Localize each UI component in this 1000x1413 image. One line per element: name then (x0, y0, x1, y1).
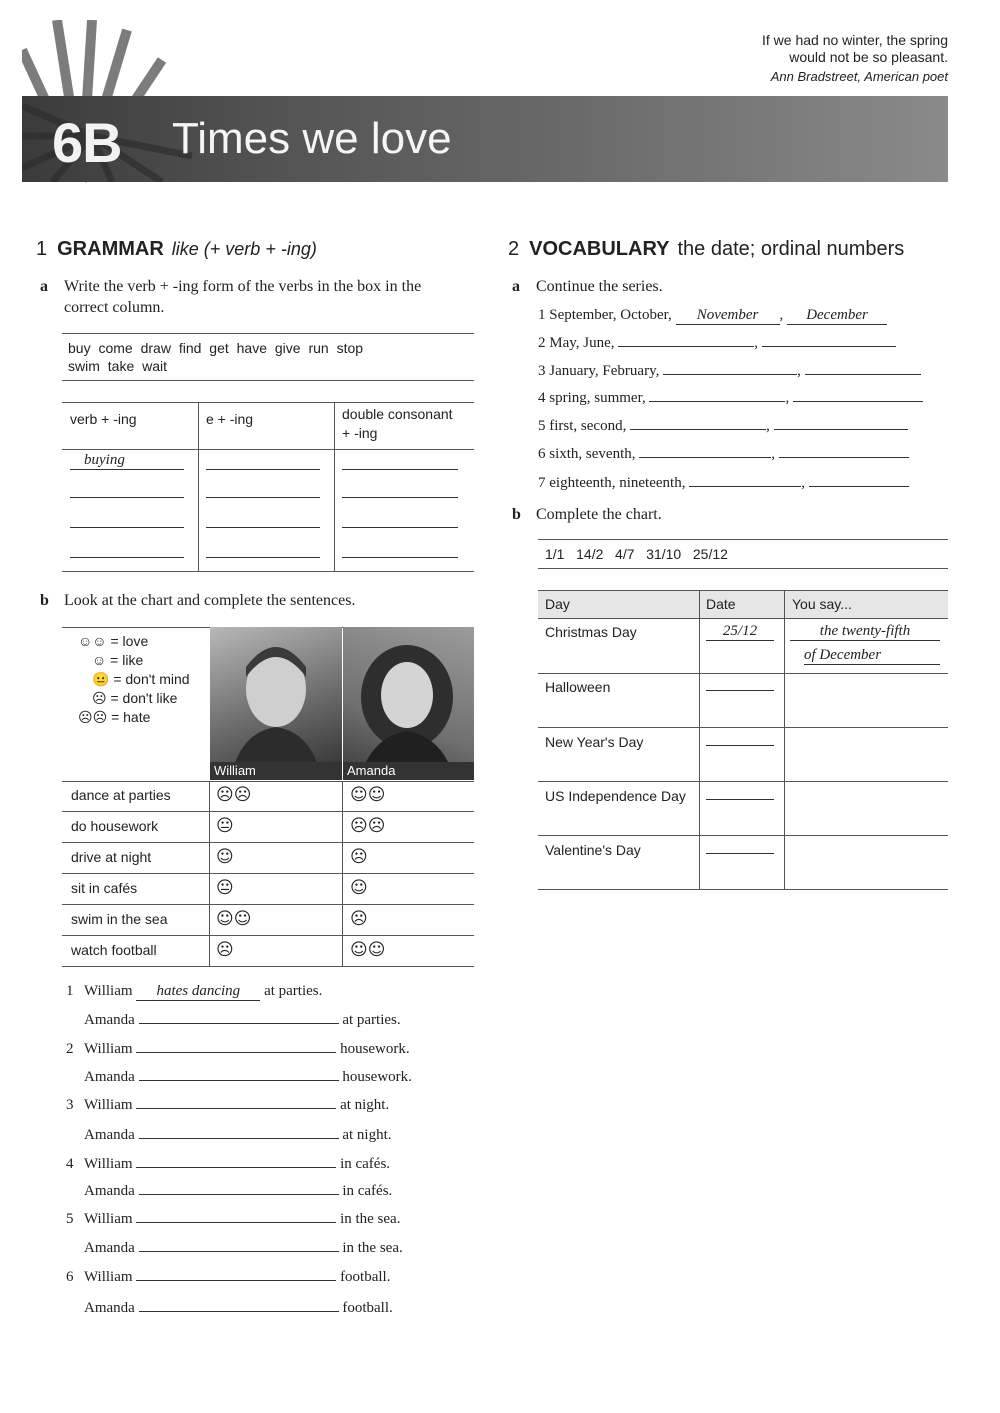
series-item: 7 eighteenth, nineteenth, , (538, 474, 909, 492)
col-double-consonant: double consonant (342, 406, 453, 422)
series-answer-2[interactable] (805, 374, 921, 375)
sentence-end: football. (340, 1269, 391, 1285)
sentence-answer[interactable]: hates dancing (136, 982, 260, 1001)
sentence-item (66, 1155, 390, 1173)
holiday-name: Halloween (545, 679, 611, 695)
sentence-end: at night. (340, 1097, 390, 1113)
answer-line[interactable] (70, 497, 184, 498)
answer-line[interactable] (206, 527, 320, 528)
series-number: 2 (538, 335, 546, 351)
answer-line[interactable] (206, 557, 320, 558)
quote-author: Ann Bradstreet, American poet (770, 69, 948, 84)
activity-label: sit in cafés (71, 880, 138, 896)
holiday-name: New Year's Day (545, 734, 644, 750)
amanda-rating: ☹ (350, 909, 368, 929)
grammar-b-letter: b (40, 592, 49, 609)
series-item: 4 spring, summer, , (538, 389, 923, 407)
series-answer-1[interactable] (649, 401, 785, 402)
unit-number: 6B (52, 111, 122, 174)
amanda-rating: ☺☺ (350, 940, 386, 960)
sentence-end: football. (342, 1300, 393, 1316)
sentence-item (84, 1068, 412, 1086)
key-like: ☺ = like (92, 652, 144, 668)
series-answer-2[interactable] (779, 457, 909, 458)
sentence-number: 5 (66, 1211, 74, 1227)
amanda-rating: ☹☹ (350, 816, 386, 836)
answer-line[interactable] (206, 497, 320, 498)
sentence-item (84, 1126, 392, 1144)
sentence-subject: William (84, 1269, 133, 1285)
answer-line[interactable] (342, 469, 458, 470)
key-dont-mind: 😐 = don't mind (92, 671, 190, 687)
series-number: 6 (538, 446, 546, 462)
sentence-end: housework. (340, 1041, 410, 1057)
sentence-end: at parties. (342, 1012, 401, 1028)
page-title: Times we love (172, 114, 452, 163)
series-text: January, February, (549, 363, 660, 379)
series-text: September, October, (549, 307, 672, 323)
sentence-end: at night. (342, 1127, 392, 1143)
activity-label: do housework (71, 818, 159, 834)
sentence-end: housework. (342, 1069, 412, 1085)
sentence-answer[interactable] (136, 1108, 336, 1109)
sentence-end: in the sea. (342, 1240, 403, 1256)
verb-box-line-2: swim take wait (68, 358, 168, 374)
series-text: eighteenth, nineteenth, (549, 475, 686, 491)
series-number: 5 (538, 418, 546, 434)
quote-line-2: would not be so pleasant. (789, 49, 948, 65)
sentence-answer[interactable] (139, 1023, 339, 1024)
answer-line[interactable] (342, 497, 458, 498)
holiday-date[interactable] (706, 853, 774, 854)
sentence-end: in cafés. (342, 1183, 393, 1199)
series-answer-2[interactable] (793, 401, 923, 402)
grammar-heading (36, 238, 317, 261)
grammar-b-instruction (40, 590, 480, 612)
answer-line[interactable] (342, 557, 458, 558)
vocab-a-text: Continue the series. (536, 278, 663, 295)
col-double-consonant-2: + -ing (342, 425, 378, 441)
holiday-say-1[interactable]: the twenty-fifth (790, 623, 940, 641)
col-verb-ing: verb + -ing (70, 411, 137, 427)
example-answer: buying (70, 452, 184, 470)
vocab-number: 2 (508, 238, 520, 260)
william-label: William (210, 762, 342, 780)
holiday-date[interactable] (706, 690, 774, 691)
sentence-item (66, 1040, 410, 1058)
sentence-answer[interactable] (136, 1280, 336, 1281)
series-answer-2[interactable]: December (787, 306, 887, 325)
series-answer-1[interactable] (689, 486, 801, 487)
sentence-answer[interactable] (136, 1167, 336, 1168)
series-text: sixth, seventh, (549, 446, 636, 462)
vocab-topic: the date; ordinal numbers (677, 238, 905, 260)
verb-box-line-1: buy come draw find get have give run stop (68, 340, 364, 356)
amanda-rating: ☺☺ (350, 785, 386, 805)
sentence-item (66, 1268, 390, 1286)
william-portrait-image (210, 627, 342, 780)
vocab-a-letter: a (512, 278, 520, 295)
series-number: 4 (538, 390, 546, 406)
sentence-number: 3 (66, 1097, 74, 1113)
sentence-answer[interactable] (139, 1251, 339, 1252)
vocab-b-instruction (512, 504, 932, 526)
series-answer-2[interactable] (809, 486, 909, 487)
sentence-subject: Amanda (84, 1127, 135, 1143)
vocab-a-instruction (512, 276, 932, 298)
series-text: first, second, (549, 418, 627, 434)
vocab-title: VOCABULARY (529, 238, 670, 260)
answer-line[interactable] (70, 557, 184, 558)
th-date: Date (706, 596, 736, 612)
amanda-rating: ☹ (350, 847, 368, 867)
series-item: 6 sixth, seventh, , (538, 445, 909, 463)
sentence-subject: Amanda (84, 1069, 135, 1085)
series-answer-1[interactable] (630, 429, 766, 430)
sentence-number: 6 (66, 1269, 74, 1285)
vocab-b-text: Complete the chart. (536, 506, 662, 523)
title-banner (22, 96, 948, 182)
sentence-subject: Amanda (84, 1012, 135, 1028)
william-rating: ☺☺ (216, 909, 252, 929)
sentence-subject: Amanda (84, 1300, 135, 1316)
sentence-number: 2 (66, 1041, 74, 1057)
series-answer-1[interactable]: November (676, 306, 780, 325)
chart-header-row (538, 590, 948, 618)
sentence-item (84, 1299, 393, 1317)
grammar-topic: like (+ verb + -ing) (171, 239, 317, 259)
series-number: 3 (538, 363, 546, 379)
vocab-heading (508, 238, 904, 261)
sentence-end: in cafés. (340, 1156, 391, 1172)
holiday-date[interactable] (706, 745, 774, 746)
series-text: May, June, (549, 335, 615, 351)
series-text: spring, summer, (549, 390, 646, 406)
series-number: 1 (538, 307, 546, 323)
sentence-number: 1 (66, 983, 74, 999)
amanda-portrait-image (343, 627, 474, 780)
sentence-number: 4 (66, 1156, 74, 1172)
grammar-a-letter: a (40, 278, 48, 295)
william-rating: ☹ (216, 940, 234, 960)
william-photo (210, 627, 342, 780)
sentence-end: in the sea. (340, 1211, 401, 1227)
grammar-title: GRAMMAR (57, 238, 164, 260)
sentence-answer[interactable] (139, 1194, 339, 1195)
series-answer-2[interactable] (762, 346, 896, 347)
chart-key (78, 632, 190, 727)
activity-label: dance at parties (71, 787, 171, 803)
series-answer-1[interactable] (663, 374, 797, 375)
sentence-answer[interactable] (136, 1052, 336, 1053)
series-answer-1[interactable] (618, 346, 754, 347)
amanda-label: Amanda (343, 762, 474, 780)
amanda-photo (343, 627, 474, 780)
sentence-item (84, 1011, 401, 1029)
sentence-subject: William (84, 1041, 133, 1057)
series-item: 2 May, June, , (538, 334, 896, 352)
sentence-subject: William (84, 1156, 133, 1172)
key-love: ☺☺ = love (78, 633, 149, 649)
holiday-name: Christmas Day (545, 624, 637, 640)
sentence-answer[interactable] (139, 1138, 339, 1139)
sentence-answer[interactable] (139, 1311, 339, 1312)
holiday-date[interactable]: 25/12 (706, 623, 774, 641)
col-e-ing: e + -ing (206, 411, 254, 427)
th-day: Day (545, 596, 570, 612)
activity-label: swim in the sea (71, 911, 168, 927)
key-hate: ☹☹ = hate (78, 709, 151, 725)
quote (762, 32, 948, 85)
grammar-a-text-1: Write the verb + -ing form of the verbs in the box in the (64, 278, 422, 295)
grammar-number: 1 (36, 238, 48, 260)
grammar-a-instruction (40, 276, 480, 320)
sentence-answer[interactable] (139, 1080, 339, 1081)
activity-label: watch football (71, 942, 157, 958)
key-dont-like: ☹ = don't like (92, 690, 178, 706)
answer-line[interactable] (342, 527, 458, 528)
holiday-name: US Independence Day (545, 788, 686, 804)
grammar-b-text: Look at the chart and complete the sentences. (64, 592, 356, 609)
series-item: 3 January, February, , (538, 362, 921, 380)
series-answer-2[interactable] (774, 429, 908, 430)
william-rating: ☺ (216, 847, 234, 867)
sentence-subject: Amanda (84, 1183, 135, 1199)
sentence-subject: William (84, 1097, 133, 1113)
sentence-item (66, 1096, 389, 1114)
sentence-subject: William (84, 983, 133, 999)
holiday-say-2[interactable]: of December (804, 647, 940, 665)
answer-line[interactable] (206, 469, 320, 470)
vocab-b-letter: b (512, 506, 521, 523)
sentence-end: at parties. (264, 983, 323, 999)
sentence-item (84, 1239, 403, 1257)
holiday-date[interactable] (706, 799, 774, 800)
dates-box: 1/1 14/2 4/7 31/10 25/12 (545, 546, 728, 562)
series-number: 7 (538, 475, 546, 491)
sentence-subject: Amanda (84, 1240, 135, 1256)
william-rating: ☹☹ (216, 785, 252, 805)
answer-line[interactable] (70, 527, 184, 528)
quote-line-1: If we had no winter, the spring (762, 32, 948, 48)
holiday-name: Valentine's Day (545, 842, 641, 858)
series-item: 1 September, October, November , December (538, 306, 887, 325)
sentence-item (84, 1182, 392, 1200)
sentence-item (66, 1210, 400, 1228)
activity-label: drive at night (71, 849, 152, 865)
series-answer-1[interactable] (639, 457, 771, 458)
william-rating: 😐 (216, 878, 234, 898)
grammar-a-text-2: correct column. (64, 299, 165, 316)
sentence-answer[interactable] (136, 1222, 336, 1223)
series-item: 5 first, second, , (538, 417, 908, 435)
william-rating: 😐 (216, 816, 234, 836)
sentence-subject: William (84, 1211, 133, 1227)
sentence-item (66, 982, 322, 1001)
amanda-rating: ☺ (350, 878, 368, 898)
th-you-say: You say... (792, 596, 852, 612)
